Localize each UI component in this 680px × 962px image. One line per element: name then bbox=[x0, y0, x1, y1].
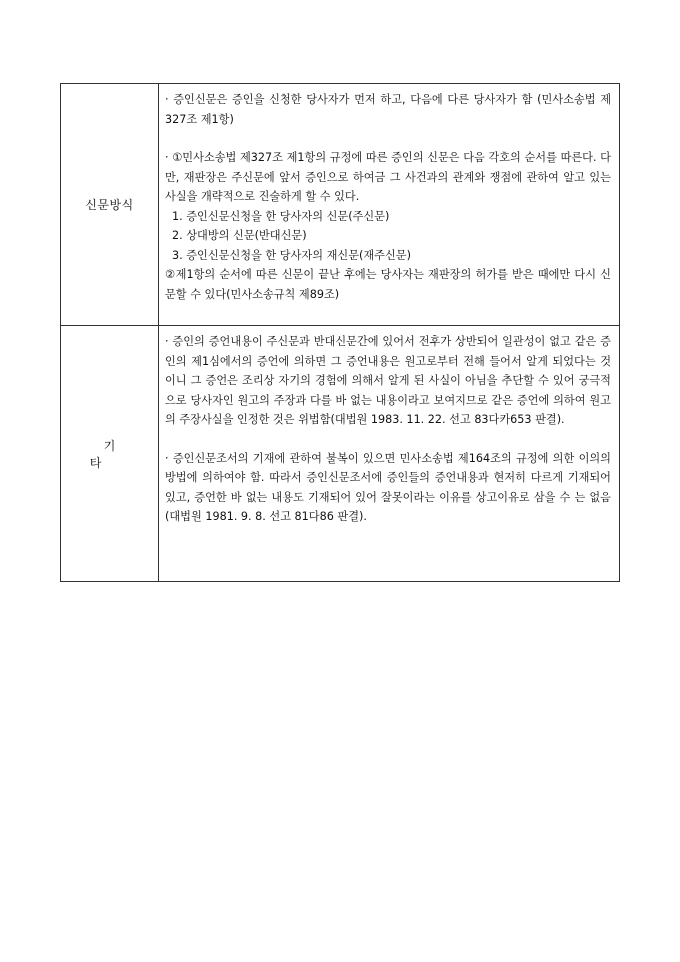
other-para-2: · 증인신문조서의 기재에 관하여 불복이 있으면 민사소송법 제164조의 규정에 의한 이의의 방법에 의하여야 함. 따라서 증인신문조서에 증인들의 증언내용과 현저히 다르게 기재되어 있고, 증언한 바 없는 내용도 기재되어 있어 잘못이라는 이유를 상고이유로 삼을 수 는 없음(대법원 1981. 9. 8. 선고 81다86 판결). bbox=[165, 451, 611, 523]
method-list-item-3: 3. 증인신문신청을 한 당사자의 재신문(재주신문) bbox=[172, 248, 411, 262]
table-row-other bbox=[61, 326, 620, 582]
row-label-other-text: 기 타 bbox=[89, 438, 144, 470]
row-content-other bbox=[159, 326, 620, 582]
row-label-other bbox=[61, 326, 159, 582]
row-content-method bbox=[159, 84, 620, 326]
method-para-3: ②제1항의 순서에 따른 신문이 끝난 후에는 당사자는 재판장의 허가를 받은 때에만 다시 신문할 수 있다(민사소송규칙 제89조) bbox=[165, 268, 611, 301]
row-label-method: 신문방식 bbox=[61, 84, 159, 326]
method-list-item-2: 2. 상대방의 신문(반대신문) bbox=[172, 229, 307, 242]
method-list-item-1: 1. 증인신문신청을 한 당사자의 신문(주신문) bbox=[172, 209, 390, 223]
other-para-1: · 증인의 증언내용이 주신문과 반대신문간에 있어서 전후가 상반되어 일관성이 없고 같은 증인의 제1심에서의 증언에 의하면 그 증언내용은 원고로부터 전해 들어서 알게 되었다는 것이니 그 증언은 조리상 자기의 경험에 의해서 알게 된 사실이 아님을 추단할 수 있어 궁극적으로 당사자인 원고의 주장과 다를 바 없는 내용이라고 보여지므로 같은 증언에 의하여 원고의 주장사실을 인정한 것은 위법함(대법원 1983. 11. 22. 선고 83다카653 판결). bbox=[165, 335, 611, 426]
table-row-method bbox=[61, 84, 620, 326]
info-table bbox=[60, 83, 620, 582]
method-para-2: · ①민사소송법 제327조 제1항의 규정에 따른 증인의 신문은 다음 각호의 순서를 따른다. 다만, 재판장은 주신문에 앞서 증인으로 하여금 그 사건과의 관계와 쟁점에 관하여 알고 있는 사실을 개략적으로 진술하게 할 수 있다. bbox=[165, 151, 611, 203]
method-para-1: · 증인신문은 증인을 신청한 당사자가 먼저 하고, 다음에 다른 당사자가 함 (민사소송법 제327조 제1항) bbox=[165, 93, 611, 126]
